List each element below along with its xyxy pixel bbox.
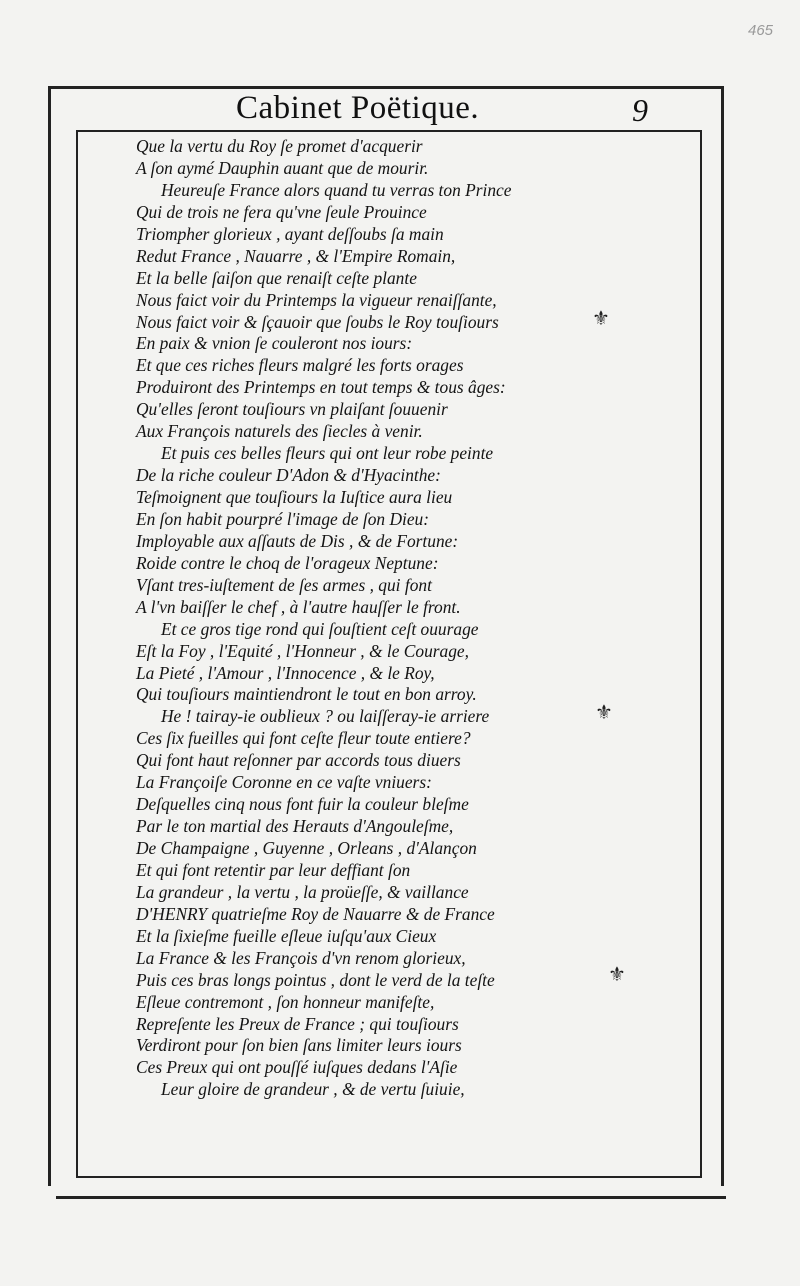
poem-line: A l'vn baiſſer le chef , à l'autre hauſſer le front. — [136, 596, 461, 617]
poem-line: Puis ces bras longs pointus , dont le verd de la teſte — [136, 969, 495, 990]
poem-line: Nous faict voir & ſçauoir que ſoubs le Roy touſiours — [136, 311, 499, 332]
poem-line: Vſant tres-iuſtement de ſes armes , qui font — [136, 574, 432, 595]
poem-line: Par le ton martial des Herauts d'Angouleſme, — [136, 816, 454, 837]
fleur-de-lis-icon: ⚜ — [608, 962, 626, 986]
poem-line: En ſon habit pourpré l'image de ſon Dieu: — [136, 508, 430, 529]
poem-line: Leur gloire de grandeur , & de vertu ſuiuie, — [161, 1079, 465, 1100]
poem-line: Et que ces riches fleurs malgré les forts orages — [136, 355, 464, 376]
bottom-rule — [56, 1196, 726, 1199]
poem-line: Imployable aux aſſauts de Dis , & de Fortune: — [136, 530, 459, 551]
page-number: 9 — [632, 92, 648, 128]
poem-line: La Françoiſe Coronne en ce vaſte vniuers: — [136, 772, 432, 793]
poem-line: Qu'elles ſeront touſiours vn plaiſant ſouuenir — [136, 399, 448, 420]
poem-line: Et la ſixieſme fueille eſleue iuſqu'aux Cieux — [136, 925, 437, 946]
archive-page-mark: 465 — [748, 22, 774, 39]
poem-line: Que la vertu du Roy ſe promet d'acquerir — [136, 136, 423, 156]
poem-line: D'HENRY quatrieſme Roy de Nauarre & de France — [136, 903, 495, 924]
poem-line: He ! tairay-ie oublieux ? ou laiſſeray-ie arriere — [161, 706, 490, 727]
poem-line: Qui font haut reſonner par accords tous diuers — [136, 750, 461, 771]
fleur-de-lis-icon: ⚜ — [595, 700, 613, 724]
poem-line: Et puis ces belles fleurs qui ont leur robe peinte — [161, 443, 494, 464]
poem-line: Eſleue contremont , ſon honneur manifeſte, — [136, 991, 435, 1012]
poem-line: La grandeur , la vertu , la proüeſſe, & vaillance — [136, 881, 469, 902]
poem-line: Ces ſix fueilles qui font ceſte fleur toute entiere? — [136, 728, 471, 749]
poem-line: A ſon aymé Dauphin auant que de mourir. — [136, 157, 429, 178]
poem-line: Et qui font retentir par leur deffiant ſon — [136, 859, 411, 880]
running-head: Cabinet Poëtique. — [236, 90, 480, 126]
poem-line: Qui touſiours maintiendront le tout en bon arroy. — [136, 684, 477, 705]
poem-line: Redut France , Nauarre , & l'Empire Romain, — [136, 245, 456, 266]
poem-line: En paix & vnion ſe couleront nos iours: — [136, 333, 413, 354]
poem-line: Heureuſe France alors quand tu verras ton Prince — [161, 179, 512, 200]
poem-line: Verdiront pour ſon bien ſans limiter leurs iours — [136, 1035, 462, 1056]
poem-line: Aux François naturels des ſiecles à venir. — [136, 421, 423, 442]
poem-line: Repreſente les Preux de France ; qui touſiours — [136, 1013, 459, 1034]
poem-line: Et la belle ſaiſon que renaiſt ceſte plante — [136, 267, 417, 288]
poem-line: De Champaigne , Guyenne , Orleans , d'Alançon — [136, 838, 477, 858]
poem-line: Nous faict voir du Printemps la vigueur renaiſſante, — [136, 289, 497, 310]
poem-line: Ces Preux qui ont pouſſé iuſques dedans l'Aſie — [136, 1057, 458, 1078]
poem-line: De la riche couleur D'Adon & d'Hyacinthe: — [136, 465, 441, 486]
poem-line: La Pieté , l'Amour , l'Innocence , & le Roy, — [136, 662, 435, 683]
poem-line: Produiront des Printemps en tout temps & tous âges: — [136, 377, 506, 398]
poem-text-block — [136, 136, 696, 1101]
poem-line: Deſquelles cinq nous font fuir la couleur bleſme — [136, 794, 469, 815]
poem-line: Qui de trois ne fera qu'vne ſeule Prouince — [136, 201, 427, 222]
poem-line: Teſmoignent que touſiours la Iuſtice aura lieu — [136, 487, 453, 507]
poem-line: Eſt la Foy , l'Equité , l'Honneur , & le Courage, — [136, 640, 469, 661]
fleur-de-lis-icon: ⚜ — [592, 306, 610, 330]
poem-line: Et ce gros tige rond qui ſouſtient ceſt ouurage — [161, 618, 479, 639]
poem-line: Triompher glorieux , ayant deſſoubs ſa main — [136, 223, 444, 244]
poem-line: La France & les François d'vn renom glorieux, — [136, 947, 466, 968]
poem-line: Roide contre le choq de l'orageux Neptune: — [136, 552, 439, 573]
